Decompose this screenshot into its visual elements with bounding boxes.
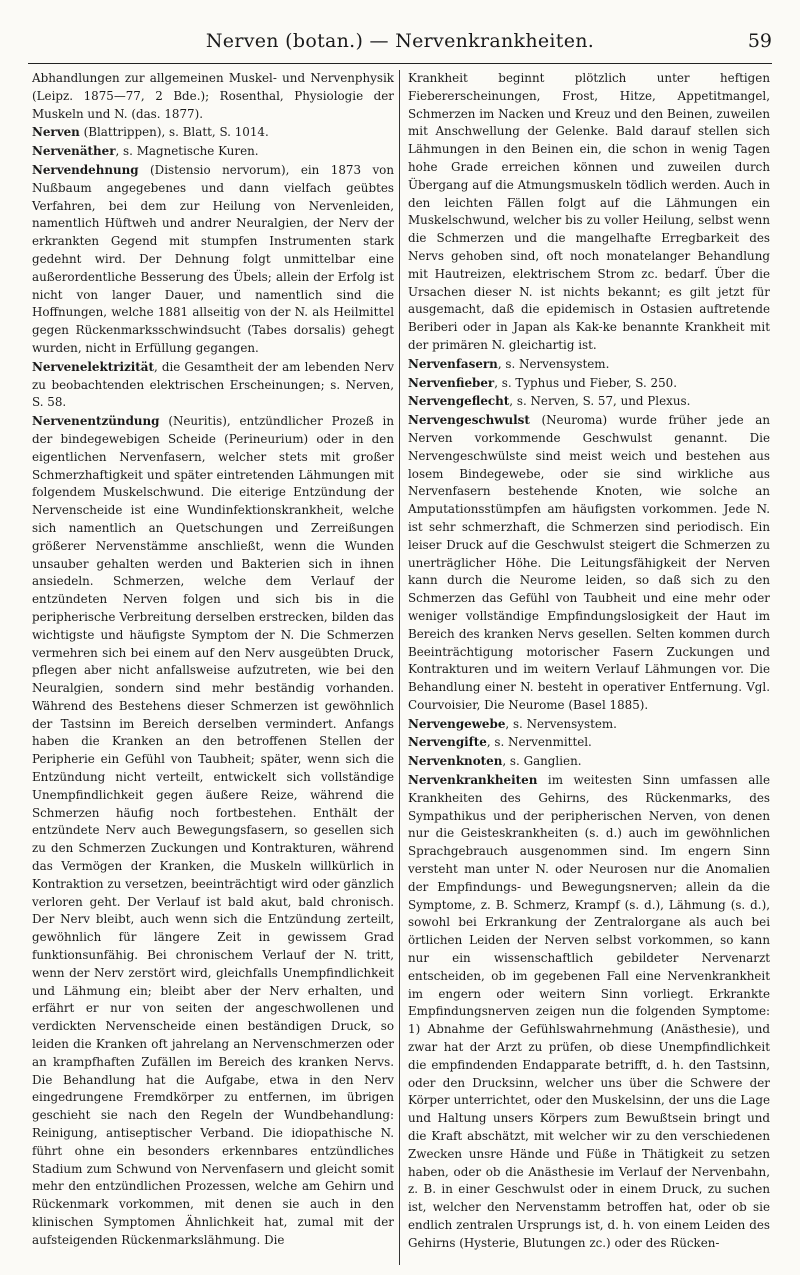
entry-paragraph <box>32 162 394 358</box>
entry-headword: Nervengifte <box>408 735 487 750</box>
entry-text: (Distensio nervorum), ein 1873 von Nußbaum angegebenes und dann vielfach geübtes Verfahren, bei dem zur Heilung von Nervenleiden, namentlich Hüftweh und andrer Neuralgien, der Nerv der erkrankten Gegend mit stumpfen Instrumenten stark gedehnt wird. Der Dehnung folgt unmittelbar eine außerordentliche Besserung des Übels; allein der Erfolg ist nicht von langer Dauer, und namentlich sind die Hoffnungen, welche 1881 allseitig von der N. als Heilmittel gegen Rückenmarksschwindsucht (Tabes dorsalis) gehegt wurden, nicht in Erfüllung gegangen. <box>32 162 394 355</box>
entry-paragraph <box>32 413 394 1249</box>
entry-text: (Neuritis), entzündlicher Prozeß in der bindegewebigen Scheide (Perineurium) oder in den eigentlichen Nervenfasern, welcher stets mit großer Schmerzhaftigkeit und später eintretenden Lähmungen mit folgendem Muskelschwund. Die eiterige Entzündung der Nervenscheide ist eine Wundinfektionskrankheit, welche sich namentlich an Quetschungen und Zerreißungen größerer Nervenstämme anschließt, wenn die Wunden unsauber gehalten werden und Bakterien sich in ihnen ansiedeln. Schmerzen, welche dem Verlauf der entzündeten Nerven folgen und sich bis in die peripherische Verbreitung derselben erstrecken, bilden das wichtigste und häufigste Symptom der N. Die Schmerzen vermehren sich bei einem auf den Nerv ausgeübten Druck, pflegen aber nicht anfallsweise aufzutreten, wie bei den Neuralgien, sondern sind mehr beständig vorhanden. Während des Bestehens dieser Schmerzen ist gewöhnlich der Tastsinn im Bereich derselben vermindert. Anfangs haben die Kranken an den betroffenen Stellen der Peripherie ein Gefühl von Taubheit; später, wenn sich die Entzündung nicht verteilt, entwickelt sich vollständige Unempfindlichkeit gegen äußere Reize, während die Schmerzen häufig noch fortbestehen. Enthält der entzündete Nerv auch Bewegungsfasern, so gesellen sich zu den Schmerzen Zuckungen und Kontrakturen, während das Vermögen der Kranken, die Muskeln willkürlich in Kontraktion zu versetzen, beeinträchtigt wird oder gänzlich verloren geht. Der Verlauf ist bald akut, bald chronisch. Der Nerv bleibt, auch wenn sich die Entzündung zerteilt, gewöhnlich für längere Zeit in gewissem Grad funktionsunfähig. Bei chronischem Verlauf der N. tritt, wenn der Nerv zerstört wird, gleichfalls Unempfindlichkeit und Lähmung ein; bleibt aber der Nerv erhalten, und erfährt er nur von seiten der angeschwollenen und verdickten Nervenscheide einen beständigen Druck, so leiden die Kranken oft jahrelang an Nervenschmerzen oder an krampfhaften Zufällen im Bereich des kranken Nervs. Die Behandlung hat die Aufgabe, etwa in den Nerv eingedrungene Fremdkörper zu entfernen, im übrigen geschieht sie nach den Regeln der Wundbehandlung: Reinigung, antiseptischer Verband. Die idiopathische N. führt ohne ein besonders erkennbares entzündliches Stadium zum Schwund von Nervenfasern und gleicht somit mehr den entzündlichen Prozessen, welche am Gehirn und Rückenmark vorkommen, mit denen sie auch in den klinischen Symptomen Ähnlichkeit hat, zumal mit der aufsteigenden Rückenmarkslähmung. Die <box>32 414 394 1247</box>
entry-headword: Nervenfasern <box>408 356 498 371</box>
left-column <box>32 70 394 1250</box>
header-rule <box>28 63 772 64</box>
entry-text: , s. Magnetische Kuren. <box>115 144 259 159</box>
entry-paragraph <box>32 143 394 161</box>
entry-paragraph <box>408 393 770 411</box>
entry-text: , s. Nervensystem. <box>497 356 610 371</box>
entry-paragraph <box>408 375 770 393</box>
running-title: Nerven (botan.) — Nervenkrankheiten. <box>205 30 595 52</box>
entry-paragraph <box>408 412 770 715</box>
entry-paragraph <box>408 772 770 1253</box>
entry-headword: Nervenknoten <box>408 754 503 769</box>
entry-headword: Nervengewebe <box>408 716 506 731</box>
page-number: 59 <box>747 30 772 52</box>
entry-paragraph <box>408 70 770 355</box>
entry-headword: Nervenelektrizität <box>32 359 154 374</box>
entry-text: , s. Typhus und Fieber, S. 250. <box>494 375 678 390</box>
entry-paragraph <box>408 356 770 374</box>
entry-headword: Nervenentzündung <box>32 414 160 429</box>
page-header <box>28 30 772 62</box>
entry-text: Abhandlungen zur allgemeinen Muskel- und Nervenphysik (Leipz. 1875—77, 2 Bde.); Rosenthal, Physiologie der Muskeln und N. (das. 1877). <box>32 71 394 121</box>
entry-headword: Nervenkrankheiten <box>408 773 538 788</box>
entry-text: , die Gesamtheit der am lebenden Nerv zu beobachtenden elektrischen Erscheinungen; s. Nerven, S. 58. <box>32 359 394 410</box>
entry-headword: Nervenfieber <box>408 375 495 390</box>
right-column <box>408 70 770 1253</box>
entry-paragraph <box>408 734 770 752</box>
entry-text: (Neuroma) wurde früher jede an Nerven vorkommende Geschwulst genannt. Die Nervengeschwülste sind meist weich und bestehen aus losem Bindegewebe, oder sie sind wirkliche aus Nervenfasern bestehende Knoten, wie solche an Amputationsstümpfen am häufigsten vorkommen. Jede N. ist sehr schmerzhaft, die Schmerzen sind periodisch. Ein leiser Druck auf die Geschwulst steigert die Schmerzen zu unerträglicher Höhe. Die Leitungsfähigkeit der Nerven kann durch die Neurome leiden, so daß sich zu den Schmerzen das Gefühl von Taubheit und eine mehr oder weniger vollständige Empfindungslosigkeit der Haut im Bereich des kranken Nervs gesellen. Selten kommen durch Beeinträchtigung motorischer Fasern Zuckungen und Kontrakturen und im weitern Verlauf Lähmungen vor. Die Behandlung einer N. besteht in operativer Entfernung. Vgl. Courvoisier, Die Neurome (Basel 1885). <box>408 413 770 712</box>
entry-paragraph <box>32 70 394 123</box>
entry-text: , s. Nerven, S. 57, und Plexus. <box>509 394 691 409</box>
entry-text: im weitesten Sinn umfassen alle Krankheiten des Gehirns, des Rückenmarks, des Sympathikus und der peripherischen Nerven, von denen nur die Geisteskrankheiten (s. d.) auch im gewöhnlichen Sprachgebrauch ausgenommen sind. Im engern Sinn versteht man unter N. oder Neurosen nur die Anomalien der Empfindungs- und Bewegungsnerven; allein da die Symptome, z. B. Schmerz, Krampf (s. d.), Lähmung (s. d.), sowohl bei Erkrankung der Zentralorgane als auch bei örtlichen Leiden der Nerven selbst vorkommen, so kann nur ein wissenschaftlich gebildeter Nervenarzt entscheiden, ob im gegebenen Fall eine Nervenkrankheit im engern oder weitern Sinn vorliegt. Erkrankte Empfindungsnerven zeigen nun die folgenden Symptome: 1) Abnahme der Gefühlswahrnehmung (Anästhesie), und zwar hat der Arzt zu prüfen, ob diese Unempfindlichkeit die empfindenden Endapparate betrifft, d. h. den Tastsinn, oder den Drucksinn, welcher uns über die Schwere der Körper unterrichtet, oder den Muskelsinn, der uns die Lage und Haltung unsers Körpers zum Bewußtsein bringt und die Kraft abschätzt, mit welcher wir zu den verschiedenen Zwecken unsre Hände und Füße in Thätigkeit zu setzen haben, oder ob die Anästhesie im Verlauf der Nervenbahn, z. B. in einer Geschwulst oder in einem Druck, zu suchen ist, welcher den Nervenstamm betroffen hat, oder ob sie endlich zentralen Ursprungs ist, d. h. von einem Leiden des Gehirns (Hysterie, Blutungen zc.) oder des Rücken- <box>408 773 770 1250</box>
entry-headword: Nervendehnung <box>32 162 139 177</box>
entry-headword: Nervengeflecht <box>408 394 510 409</box>
entry-paragraph <box>408 753 770 771</box>
entry-headword: Nerven <box>32 125 80 140</box>
entry-headword: Nervenäther <box>32 144 116 159</box>
entry-paragraph <box>32 359 394 412</box>
entry-text: , s. Nervensystem. <box>505 716 617 731</box>
entry-text: Krankheit beginnt plötzlich unter heftigen Fiebererscheinungen, Frost, Hitze, Appetitmangel, Schmerzen im Nacken und Kreuz und den Beinen, zuweilen mit Anschwellung der Gelenke. Bald darauf stellen sich Lähmungen in den Beinen ein, die schon in wenig Tagen hohe Grade erreichen können und zuweilen durch Übergang auf die Atmungsmuskeln tödlich werden. Auch in den leichten Fällen folgt auf die Lähmungen ein Muskelschwund, welcher bis zu voller Heilung, selbst wenn die Schmerzen und die mangelhafte Erregbarkeit des Nervs gehoben sind, oft noch monatelanger Behandlung mit Hautreizen, elektrischem Strom zc. bedarf. Über die Ursachen dieser N. ist nichts bekannt; es gilt jetzt für ausgemacht, daß die epidemisch in Ostasien auftretende Beriberi oder in Japan als Kak-ke benannte Krankheit mit der primären N. gleichartig ist. <box>408 71 770 352</box>
column-divider <box>399 70 400 1265</box>
entry-paragraph <box>408 716 770 734</box>
entry-text: (Blattrippen), s. Blatt, S. 1014. <box>79 125 269 140</box>
entry-text: , s. Nervenmittel. <box>486 735 592 750</box>
entry-headword: Nervengeschwulst <box>408 413 530 428</box>
entry-paragraph <box>32 124 394 142</box>
entry-text: , s. Ganglien. <box>502 754 582 769</box>
